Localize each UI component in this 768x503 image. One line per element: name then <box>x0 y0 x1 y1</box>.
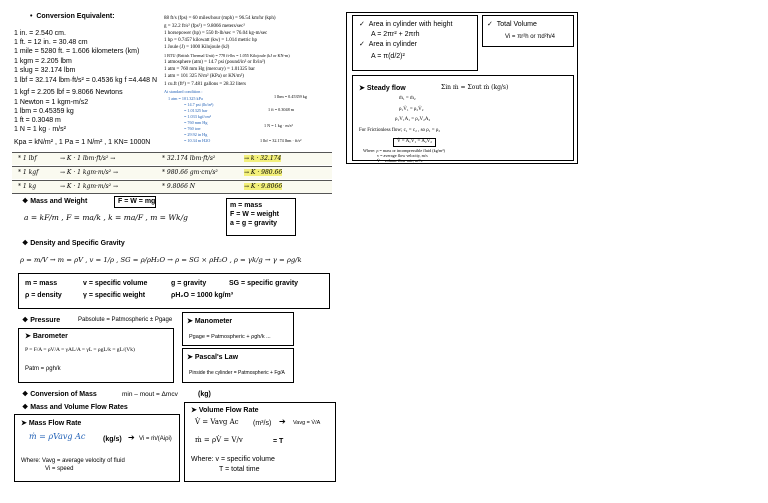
barometer-box <box>18 328 174 383</box>
total-volume-heading <box>487 20 537 29</box>
total-volume-label: Total Volume <box>496 21 537 28</box>
manometer-formula: Pgage = Patmospheric + ρgh/k ... <box>189 334 271 340</box>
scan-line: 1 atmosphere (atm) = 14.7 psi (pound/in² or lb/in²) <box>164 60 266 65</box>
steady-flow-title: Steady flow <box>366 85 406 92</box>
diamond-bullet-icon: ❖ <box>22 404 31 411</box>
scan-line: At standard condition : <box>164 89 203 94</box>
steady-flow-line: ρ₁V̇₁ = ρ₂V̇₂ <box>399 107 424 112</box>
volume-flow-where: T = total time <box>219 466 260 473</box>
arrow-bullet-icon: ➤ <box>359 85 367 92</box>
hand-cell: → K · 980.66 <box>244 169 283 176</box>
volume-flow-vavg: Vavg = V̇/A <box>293 420 321 426</box>
conversion-line: 1 lbm = 0.45359 kg <box>14 108 74 115</box>
arrow-bullet-icon: ➤ <box>191 407 199 414</box>
conversion-line: 1 N = 1 kg · m/s² <box>14 126 66 133</box>
barometer-formula: P = F/A = ρV/A = γAL/A = γL = ρgL/k = gL/(Vk) <box>25 347 135 353</box>
mass-conversion-unit: (kg) <box>198 391 211 398</box>
pascal-title: Pascal's Law <box>194 354 239 361</box>
pascal-box <box>182 348 294 383</box>
flow-rates-title: Mass and Volume Flow Rates <box>30 404 128 411</box>
atm-value: 1 atm = 101.325 kPa <box>168 96 203 101</box>
conversion-line: 1 kgf = 2.205 lbf = 9.8066 Newtons <box>14 89 123 96</box>
conversion-line: 1 lbf = 32.174 lbm·ft/s² = 0.4536 kg f =4.448 N <box>14 77 158 84</box>
barometer-heading <box>25 332 68 341</box>
def: g = gravity <box>171 280 207 287</box>
arrow-right-icon: ➔ <box>279 417 286 426</box>
steady-flow-line: ρ₁V₁A₁ = ρ₂V₂A₂ <box>395 117 431 122</box>
hand-cell: * 1 lbf <box>18 155 37 162</box>
total-volume-box <box>482 15 574 47</box>
steady-flow-line: ṁ₁ = ṁ₂ <box>399 96 416 101</box>
atm-value: = 1.01325 bar <box>184 108 208 113</box>
legend-line: m = mass <box>230 202 263 209</box>
def: ρ = density <box>25 292 62 299</box>
cylinder-item <box>359 40 417 49</box>
mass-volume-eq-t: = T <box>273 438 284 445</box>
mass-legend-box <box>226 198 296 236</box>
mass-flow-box <box>14 414 180 482</box>
volume-flow-unit: (m³/s) <box>253 420 272 427</box>
mass-flow-vi: Vi = ṁ/(Aiρi) <box>139 436 172 442</box>
steady-flow-line: Where: ρ = mass or incompressible fluid (kg/m³) <box>363 148 445 153</box>
handwritten-row <box>12 166 332 179</box>
cylinder-formula: A = π(d/2)² <box>371 53 405 60</box>
mass-flow-heading <box>21 419 81 428</box>
volume-flow-where: Where: v = specific volume <box>191 456 275 463</box>
mass-conversion-formula: min – mout = Δmcv <box>122 391 178 398</box>
pressure-heading <box>22 316 60 325</box>
steady-flow-formula: Σin ṁ = Σout ṁ (kg/s) <box>441 84 509 91</box>
atm-value: = 760 mm Hg <box>184 120 208 125</box>
bullet-icon: • <box>30 13 37 20</box>
mass-volume-formula: ṁ = ρV̇ = V/v <box>195 436 243 444</box>
legend-line: F = W = weight <box>230 211 280 218</box>
cylinder-formula: A = 2πr² + 2πrh <box>371 31 420 38</box>
density-defs-box <box>18 273 330 309</box>
pressure-title: Pressure <box>30 317 61 324</box>
steady-flow-heading <box>359 84 406 93</box>
cylinder-item-label: Area in cylinder with height <box>368 21 453 28</box>
cylinder-area-box <box>352 15 478 71</box>
hand-cell: * 1 kg <box>18 183 37 190</box>
conversion-title-text: Conversion Equivalent: <box>36 13 115 20</box>
conversion-line: 1 ft = 0.3048 m <box>14 117 61 124</box>
atm-value: = 760 torr <box>184 126 201 131</box>
checkmark-icon: ✓ <box>359 41 369 48</box>
steady-flow-line: V̇ = volume flow rate, m³/s <box>377 158 423 163</box>
atm-value: = 1.033 kgf/cm² <box>184 114 211 119</box>
volume-flow-box <box>184 402 336 482</box>
flow-rates-heading <box>22 403 128 412</box>
legend-line: a = g = gravity <box>230 220 278 227</box>
steady-flow-line: v = average flow velocity, m/s <box>377 153 428 158</box>
diamond-bullet-icon: ❖ <box>22 198 31 205</box>
unit-value: 1 lbm = 0.45359 kg <box>274 94 307 99</box>
steady-flow-line: For Frictionless flow; c₁ = c₂ , so ρ₁ = ρ₂ <box>359 128 441 133</box>
density-formula: ρ = m/V → m = ρV , v = 1/ρ , SG = ρ/ρH₂O → ρ = SG × ρH₂O , ρ = γk/g → γ = ρg/k <box>20 256 302 264</box>
unit-value: 1 N = 1 kg · m/s² <box>264 123 293 128</box>
unit-value: 1 ft = 0.3048 m <box>268 107 294 112</box>
scan-line: 1 horsepower (hp) = 550 ft-lb/sec = 76.04 kg-m/sec <box>164 31 268 36</box>
arrow-bullet-icon: ➤ <box>187 318 195 325</box>
fwmg-box: F = W = mg <box>114 196 156 208</box>
manometer-title: Manometer <box>194 318 233 325</box>
scan-line: 1 Joule (J) = 1000 Kilojoule (kJ) <box>164 45 230 50</box>
hand-cell: → K · 1 kgm·m/s² → <box>60 183 119 190</box>
atm-value: = 29.92 in Hg <box>184 132 208 137</box>
hand-cell: * 9.8066 N <box>162 183 196 190</box>
atm-value: = 10.34 m H2O <box>184 138 211 143</box>
hand-cell: * 32.174 lbm·ft/s² <box>162 155 216 162</box>
def: m = mass <box>25 280 58 287</box>
density-title: Density and Specific Gravity <box>30 240 125 247</box>
mass-formula: a = kF/m , F = ma/k , k = ma/F , m = Wk/g <box>24 213 188 222</box>
density-heading <box>22 239 125 248</box>
steady-flow-line: V̇ = A₁V₁ = A₂V₂ <box>393 138 436 147</box>
scan-line: 1 atm = 101 325 N/m² (KPa) or KN/m²) <box>164 74 244 79</box>
conversion-line: 1 in. = 2.540 cm. <box>14 30 66 37</box>
manometer-heading <box>187 317 232 326</box>
scan-line: 1 cu.ft (ft³) = 7.481 gallons = 28.32 liters <box>164 82 246 87</box>
handwritten-row <box>12 152 332 165</box>
mass-flow-unit: (kg/s) <box>103 436 122 443</box>
hand-cell: → k · 32.174 <box>244 155 282 162</box>
volume-flow-heading <box>191 406 259 415</box>
mass-weight-title: Mass and Weight <box>30 198 88 205</box>
def: γ = specific weight <box>83 292 146 299</box>
mass-conversion-title: Conversion of Mass <box>30 391 97 398</box>
mass-flow-where: Vi = speed <box>45 466 74 472</box>
hand-cell: * 980.66 gm·cm/s² <box>162 169 218 176</box>
total-volume-formula: Vi = πr²h or πd²h/4 <box>505 34 556 40</box>
cylinder-item-label: Area in cylinder <box>368 41 418 48</box>
def: ρH₂O = 1000 kg/m³ <box>171 292 234 299</box>
conversion-line: 1 slug = 32.174 lbm <box>14 67 76 74</box>
hand-cell: → K · 1 lbm·ft/s² → <box>60 155 116 162</box>
pascal-formula: Pinside the cylinder = Patmospheric + Fg/A <box>189 370 285 376</box>
atm-value: = 14.7 psi (lb/in²) <box>184 102 214 107</box>
volume-flow-formula: V̇ = Vavg Ac <box>195 418 239 426</box>
unit-value: 1 lbf = 32.174 lbm · ft/s² <box>260 138 302 143</box>
manometer-box <box>182 312 294 346</box>
arrow-bullet-icon: ➤ <box>21 420 29 427</box>
diamond-bullet-icon: ❖ <box>22 240 31 247</box>
conversion-title <box>30 12 115 21</box>
checkmark-icon: ✓ <box>359 21 369 28</box>
arrow-bullet-icon: ➤ <box>187 354 195 361</box>
mass-conversion-heading <box>22 390 97 399</box>
barometer-patm: Patm = ρgh/k <box>25 366 61 372</box>
kpa-line: Kpa = kN/m² , 1 Pa = 1 N/m² , 1 KN= 1000N <box>14 139 151 146</box>
diamond-bullet-icon: ❖ <box>22 391 31 398</box>
scan-line: 88 ft/s (fps) = 60 miles/hour (mph) = 96.54 km/hr (kph) <box>164 16 276 21</box>
pascal-heading <box>187 353 238 362</box>
checkmark-icon: ✓ <box>487 21 497 28</box>
conversion-line: 1 ft. = 12 in. = 30.48 cm <box>14 39 88 46</box>
hand-cell: * 1 kgf <box>18 169 39 176</box>
diamond-bullet-icon: ❖ <box>22 317 31 324</box>
scan-line: 1 BTU (British Thermal Unit) = 778 ft-lbs = 1.055 Kilojoule (kJ or KN-m) <box>164 53 290 58</box>
mass-flow-formula: ṁ = ρVavg Ac <box>29 432 86 441</box>
arrow-right-icon: ➔ <box>128 433 135 442</box>
cylinder-item <box>359 20 452 29</box>
def: v = specific volume <box>83 280 148 287</box>
mass-weight-heading <box>22 197 87 206</box>
steady-flow-box <box>352 75 574 161</box>
conversion-line: 1 kgm = 2.205 lbm <box>14 58 72 65</box>
conversion-line: 1 mile = 5280 ft. = 1.606 kilometers (km) <box>14 48 140 55</box>
scan-line: 1 hp = 0.7457 kilowatt (kw) = 1.014 metric hp <box>164 38 257 43</box>
mass-flow-where: Where: Vavg = average velocity of fluid <box>21 458 125 464</box>
def: SG = specific gravity <box>229 280 299 287</box>
scan-line: g = 32.2 ft/s² (fps²) = 9.8066 meters/sec² <box>164 24 245 29</box>
barometer-title: Barometer <box>32 333 68 340</box>
hand-cell: → K · 9.8066 <box>244 183 283 190</box>
scanned-conversion-table <box>164 16 339 152</box>
arrow-bullet-icon: ➤ <box>25 333 33 340</box>
mass-flow-title: Mass Flow Rate <box>28 420 82 427</box>
volume-flow-title: Volume Flow Rate <box>198 407 259 414</box>
conversion-line: 1 Newton = 1 kgm-m/s2 <box>14 99 89 106</box>
hand-cell: → K · 1 kgm·m/s² → <box>60 169 119 176</box>
pressure-formula: Pabsolute = Patmospheric ± Pgage <box>78 317 173 323</box>
scan-line: 1 atm = 760 mm Hg (mercury) = 1.01325 bar <box>164 67 255 72</box>
handwritten-row <box>12 180 332 194</box>
